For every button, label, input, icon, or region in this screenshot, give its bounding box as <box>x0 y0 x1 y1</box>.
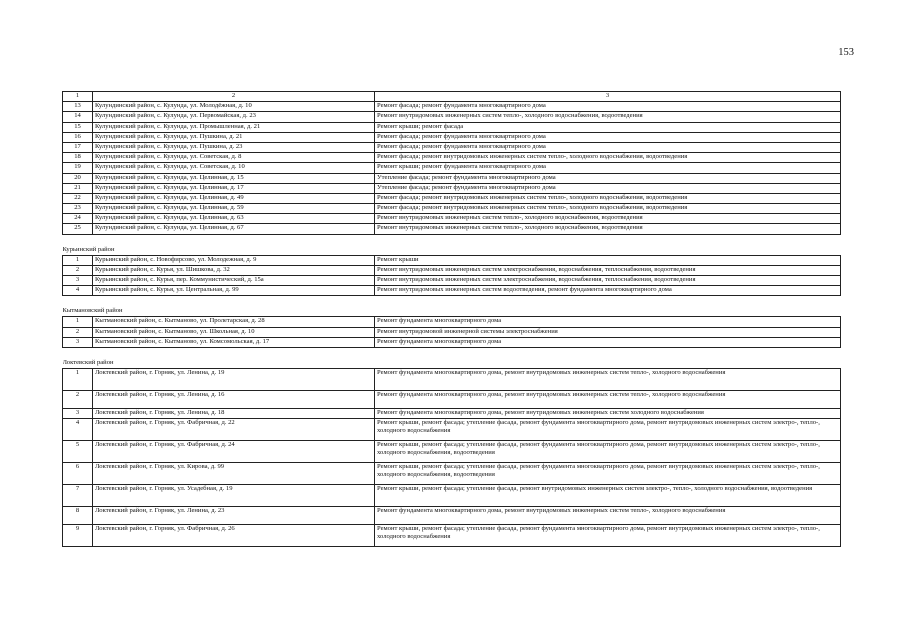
table-row <box>63 441 841 463</box>
table-row <box>63 102 841 112</box>
section-title-row <box>63 307 841 317</box>
row-number: 22 <box>63 193 93 203</box>
address-cell: Локтевский район, г. Горняк, ул. Ленина, д. 16 <box>93 390 375 408</box>
work-type-cell: Ремонт крыши, ремонт фасада; утепление фасада, ремонт фундамента многоквартирного дома, ремонт внутридомовых инженерных систем электро-, тепло-, холодного водоснабжения, водоотведения <box>375 441 841 463</box>
table-row <box>63 163 841 173</box>
address-cell: Кулундинский район, с. Кулунда, ул. Пушкина, д. 23 <box>93 142 375 152</box>
row-number: 9 <box>63 525 93 547</box>
table-row <box>63 204 841 214</box>
table-row <box>63 286 841 296</box>
table-row <box>63 419 841 441</box>
address-cell: Локтевский район, г. Горняк, ул. Фабричная, д. 22 <box>93 419 375 441</box>
work-type-cell: Ремонт внутридомовых инженерных систем водоотведения, ремонт фундамента многоквартирного дома <box>375 286 841 296</box>
header-col-3: 3 <box>375 92 841 102</box>
repair-table <box>62 91 841 547</box>
work-type-cell: Ремонт крыши; ремонт фундамента многоквартирного дома <box>375 163 841 173</box>
table-header-row <box>63 92 841 102</box>
address-cell: Локтевский район, г. Горняк, ул. Усадебная, д. 19 <box>93 485 375 507</box>
work-type-cell: Ремонт внутридомовых инженерных систем тепло-, холодного водоснабжения, водоотведения <box>375 224 841 234</box>
table-row <box>63 327 841 337</box>
header-col-1: 1 <box>63 92 93 102</box>
address-cell: Кулундинский район, с. Кулунда, ул. Молодёжная, д. 10 <box>93 102 375 112</box>
work-type-cell: Ремонт крыши <box>375 255 841 265</box>
address-cell: Локтевский район, г. Горняк, ул. Фабричная, д. 26 <box>93 525 375 547</box>
work-type-cell: Утепление фасада; ремонт фундамента многоквартирного дома <box>375 173 841 183</box>
table-row <box>63 525 841 547</box>
table-row <box>63 317 841 327</box>
row-number: 2 <box>63 265 93 275</box>
row-number: 25 <box>63 224 93 234</box>
section-title-row <box>63 246 841 256</box>
address-cell: Кытмановский район, с. Кытманово, ул. Комсомольская, д. 17 <box>93 337 375 347</box>
row-number: 16 <box>63 132 93 142</box>
address-cell: Локтевский район, г. Горняк, ул. Фабричная, д. 24 <box>93 441 375 463</box>
table-row <box>63 183 841 193</box>
work-type-cell: Ремонт фасада; ремонт фундамента многоквартирного дома <box>375 142 841 152</box>
section-title: Курьинский район <box>63 246 841 256</box>
row-number: 2 <box>63 390 93 408</box>
table-row <box>63 193 841 203</box>
address-cell: Кулундинский район, с. Кулунда, ул. Советская, д. 8 <box>93 153 375 163</box>
address-cell: Кытмановский район, с. Кытманово, ул. Школьная, д. 10 <box>93 327 375 337</box>
row-number: 5 <box>63 441 93 463</box>
work-type-cell: Ремонт фасада; ремонт внутридомовых инженерных систем тепло-, холодного водоснабжения, водоотведения <box>375 204 841 214</box>
table-row <box>63 122 841 132</box>
address-cell: Кулундинский район, с. Кулунда, ул. Целинная, д. 49 <box>93 193 375 203</box>
row-number: 4 <box>63 286 93 296</box>
work-type-cell: Ремонт фундамента многоквартирного дома <box>375 337 841 347</box>
work-type-cell: Ремонт фундамента многоквартирного дома, ремонт внутридомовых инженерных систем холодного водоснабжения <box>375 408 841 418</box>
row-number: 6 <box>63 463 93 485</box>
work-type-cell: Ремонт внутридомовых инженерных систем электроснабжения, водоснабжения, теплоснабжения, водоотведения <box>375 276 841 286</box>
address-cell: Локтевский район, г. Горняк, ул. Ленина, д. 23 <box>93 507 375 525</box>
table-row <box>63 173 841 183</box>
row-number: 21 <box>63 183 93 193</box>
work-type-cell: Ремонт крыши, ремонт фасада; утепление фасада, ремонт внутридомовых инженерных систем электро-, тепло-, холодного водоснабжения, водоотведения <box>375 485 841 507</box>
address-cell: Кулундинский район, с. Кулунда, ул. Пушкина, д. 21 <box>93 132 375 142</box>
address-cell: Кулундинский район, с. Кулунда, ул. Советская, д. 10 <box>93 163 375 173</box>
work-type-cell: Ремонт фасада; ремонт внутридомовых инженерных систем тепло-, холодного водоснабжения, водоотведения <box>375 153 841 163</box>
address-cell: Кулундинский район, с. Кулунда, ул. Промышленная, д. 21 <box>93 122 375 132</box>
address-cell: Локтевский район, г. Горняк, ул. Ленина, д. 18 <box>93 408 375 418</box>
row-number: 13 <box>63 102 93 112</box>
work-type-cell: Ремонт внутридомовых инженерных систем электроснабжения, водоснабжения, теплоснабжения, водоотведения <box>375 265 841 275</box>
header-col-2: 2 <box>93 92 375 102</box>
address-cell: Локтевский район, г. Горняк, ул. Ленина, д. 19 <box>93 368 375 390</box>
work-type-cell: Ремонт фундамента многоквартирного дома, ремонт внутридомовых инженерных систем тепло-, холодного водоснабжения <box>375 368 841 390</box>
table-row <box>63 112 841 122</box>
work-type-cell: Ремонт фундамента многоквартирного дома <box>375 317 841 327</box>
row-number: 14 <box>63 112 93 122</box>
work-type-cell: Ремонт внутридомовой инженерной системы электроснабжения <box>375 327 841 337</box>
address-cell: Кулундинский район, с. Кулунда, ул. Целинная, д. 67 <box>93 224 375 234</box>
table-row <box>63 337 841 347</box>
work-type-cell: Ремонт внутридомовых инженерных систем тепло-, холодного водоснабжения, водоотведения <box>375 214 841 224</box>
row-number: 15 <box>63 122 93 132</box>
table-row <box>63 390 841 408</box>
row-number: 7 <box>63 485 93 507</box>
work-type-cell: Ремонт фасада; ремонт фундамента многоквартирного дома <box>375 132 841 142</box>
table-row <box>63 276 841 286</box>
row-number: 18 <box>63 153 93 163</box>
table-row <box>63 463 841 485</box>
row-number: 1 <box>63 255 93 265</box>
row-number: 3 <box>63 408 93 418</box>
row-number: 2 <box>63 327 93 337</box>
row-number: 4 <box>63 419 93 441</box>
address-cell: Курьинский район, с. Новофирсово, ул. Молодежная, д. 9 <box>93 255 375 265</box>
table-row <box>63 507 841 525</box>
table-row <box>63 132 841 142</box>
address-cell: Курьинский район, с. Курья, пер. Коммунистический, д. 15а <box>93 276 375 286</box>
address-cell: Кулундинский район, с. Кулунда, ул. Целинная, д. 17 <box>93 183 375 193</box>
address-cell: Курьинский район, с. Курья, ул. Шишкова, д. 32 <box>93 265 375 275</box>
row-number: 8 <box>63 507 93 525</box>
work-type-cell: Утепление фасада; ремонт фундамента многоквартирного дома <box>375 183 841 193</box>
page-number: 153 <box>838 47 854 58</box>
table-row <box>63 368 841 390</box>
table-row <box>63 265 841 275</box>
work-type-cell: Ремонт фасада; ремонт фундамента многоквартирного дома <box>375 102 841 112</box>
address-cell: Локтевский район, г. Горняк, ул. Кирова, д. 99 <box>93 463 375 485</box>
row-number: 23 <box>63 204 93 214</box>
work-type-cell: Ремонт фасада; ремонт внутридомовых инженерных систем тепло-, холодного водоснабжения, водоотведения <box>375 193 841 203</box>
section-title-row <box>63 359 841 369</box>
address-cell: Кулундинский район, с. Кулунда, ул. Целинная, д. 15 <box>93 173 375 183</box>
work-type-cell: Ремонт крыши, ремонт фасада; утепление фасада, ремонт фундамента многоквартирного дома, ремонт внутридомовых инженерных систем электро-, тепло-, холодного водоснабжения <box>375 525 841 547</box>
work-type-cell: Ремонт крыши, ремонт фасада; утепление фасада, ремонт фундамента многоквартирного дома, ремонт внутридомовых инженерных систем электро-, тепло-, холодного водоснабжения, водоотведения <box>375 463 841 485</box>
row-number: 3 <box>63 337 93 347</box>
row-number: 17 <box>63 142 93 152</box>
work-type-cell: Ремонт внутридомовых инженерных систем тепло-, холодного водоснабжения, водоотведения <box>375 112 841 122</box>
row-number: 19 <box>63 163 93 173</box>
work-type-cell: Ремонт крыши, ремонт фасада; утепление фасада, ремонт фундамента многоквартирного дома, ремонт внутридомовых инженерных систем электро-, тепло-, холодного водоснабжения <box>375 419 841 441</box>
table-row <box>63 408 841 418</box>
address-cell: Кулундинский район, с. Кулунда, ул. Первомайская, д. 23 <box>93 112 375 122</box>
row-number: 3 <box>63 276 93 286</box>
table-row <box>63 142 841 152</box>
table-row <box>63 214 841 224</box>
work-type-cell: Ремонт фундамента многоквартирного дома, ремонт внутридомовых инженерных систем тепло-, холодного водоснабжения <box>375 507 841 525</box>
row-number: 24 <box>63 214 93 224</box>
section-title: Локтевский район <box>63 359 841 369</box>
address-cell: Кулундинский район, с. Кулунда, ул. Целинная, д. 63 <box>93 214 375 224</box>
row-number: 1 <box>63 317 93 327</box>
table-row <box>63 153 841 163</box>
table-row <box>63 224 841 234</box>
section-title: Кытмановский район <box>63 307 841 317</box>
work-type-cell: Ремонт фундамента многоквартирного дома, ремонт внутридомовых инженерных систем тепло-, холодного водоснабжения <box>375 390 841 408</box>
address-cell: Кулундинский район, с. Кулунда, ул. Целинная, д. 59 <box>93 204 375 214</box>
row-number: 1 <box>63 368 93 390</box>
table-row <box>63 255 841 265</box>
row-number: 20 <box>63 173 93 183</box>
address-cell: Курьинский район, с. Курья, ул. Центральная, д. 99 <box>93 286 375 296</box>
work-type-cell: Ремонт крыши; ремонт фасада <box>375 122 841 132</box>
table-row <box>63 485 841 507</box>
address-cell: Кытмановский район, с. Кытманово, ул. Пролетарская, д. 28 <box>93 317 375 327</box>
